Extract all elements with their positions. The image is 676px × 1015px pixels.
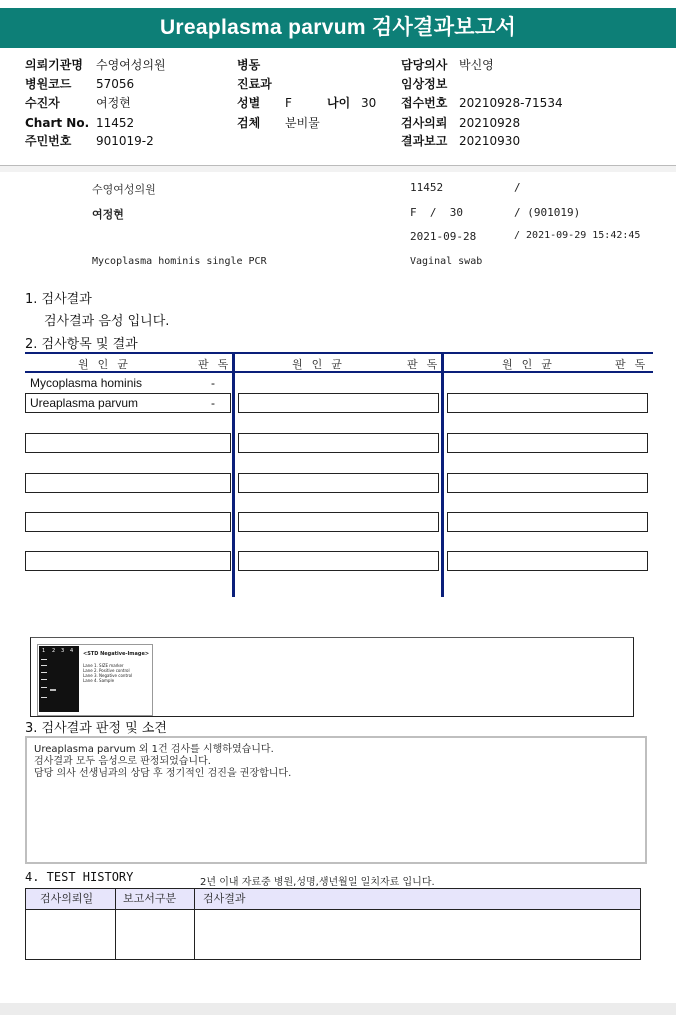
gel-legend-4: Lane 4. Sample [83, 678, 115, 683]
patient-value: 여정현 [96, 96, 131, 110]
request-date-label: 검사의뢰 [401, 116, 448, 130]
section2-title: 2. 검사항목 및 결과 [25, 337, 138, 352]
pi-sex-age: F / 30 [410, 206, 463, 219]
history-divider-2 [194, 889, 195, 959]
history-table [25, 888, 641, 960]
institution-value: 수영여성의원 [96, 58, 166, 72]
specimen-value: 분비물 [285, 116, 320, 130]
report-date-label: 결과보고 [401, 134, 448, 148]
result-cell-6-3 [447, 551, 648, 571]
col3-pathogen-header: 원인균 [502, 358, 561, 371]
result-cell-3-2 [238, 433, 439, 453]
col3-result-header: 판독 [615, 358, 655, 371]
pi-reported-datetime: / 2021-09-29 15:42:45 [514, 230, 641, 241]
footer-strip [0, 1003, 676, 1015]
opinion-box [25, 736, 647, 864]
history-divider-1 [115, 889, 116, 959]
gel-title: <STD Negative-Image> [83, 651, 150, 657]
age-label: 나이 [327, 96, 351, 110]
pi-collected-date: 2021-09-28 [410, 230, 477, 243]
column-divider-1 [232, 352, 235, 597]
result-cell-3-3 [447, 433, 648, 453]
result-cell-6-2 [238, 551, 439, 571]
department-label: 진료과 [237, 77, 272, 91]
pi-test-name: Mycoplasma hominis single PCR [92, 256, 267, 267]
pi-specimen: Vaginal swab [410, 256, 483, 267]
chart-no-label: Chart No. [25, 116, 90, 130]
history-note: 2년 이내 자료중 병원,성명,생년월일 일치자료 입니다. [200, 877, 435, 888]
gel-lane-4: 4 [70, 648, 74, 654]
section1-title: 1. 검사결과 [25, 292, 92, 307]
hospital-code-label: 병원코드 [25, 77, 72, 91]
col1-result-header: 판독 [198, 358, 238, 371]
doctor-label: 담당의사 [401, 58, 448, 72]
gel-legend-2: Lane 2. Positive control [83, 668, 130, 673]
sex-label: 성별 [237, 96, 261, 110]
ward-label: 병동 [237, 58, 261, 72]
col1-pathogen-header: 원인균 [78, 358, 137, 371]
sex-value: F [285, 96, 292, 110]
opinion-line-1: Ureaplasma parvum 외 1건 검사를 시행하였습니다. [34, 744, 274, 755]
hospital-code-value: 57056 [96, 77, 135, 91]
report-date-value: 20210930 [459, 134, 521, 148]
opinion-line-2: 검사결과 모두 음성으로 판정되었습니다. [34, 756, 211, 767]
result-cell-2-2 [238, 393, 439, 413]
gel-image [37, 644, 153, 716]
history-col-result: 검사결과 [203, 892, 246, 905]
table-top-rule [25, 352, 653, 354]
age-value: 30 [361, 96, 377, 110]
section3-title: 3. 검사결과 판정 및 소견 [25, 721, 167, 736]
result-row-2-name: Ureaplasma parvum [30, 396, 139, 410]
report-title: Ureaplasma parvum 검사결과보고서 [0, 8, 676, 48]
gel-photo [39, 646, 79, 712]
header-shadow [0, 166, 676, 172]
pi-clinic: 수영여성의원 [92, 183, 156, 196]
result-cell-5-1 [25, 512, 231, 532]
specimen-label: 검체 [237, 116, 261, 130]
result-cell-4-2 [238, 473, 439, 493]
opinion-line-3: 담당 의사 선생님과의 상담 후 정기적인 검진을 권장합니다. [34, 768, 292, 779]
history-col-request-date: 검사의뢰일 [40, 892, 94, 905]
result-cell-4-3 [447, 473, 648, 493]
section1-result-text: 검사결과 음성 입니다. [44, 314, 170, 329]
resident-no-value: 901019-2 [96, 134, 154, 148]
institution-label: 의뢰기관명 [25, 58, 83, 72]
gel-lane-2: 2 [52, 648, 56, 654]
resident-no-label: 주민번호 [25, 134, 72, 148]
gel-legend-3: Lane 3. Negative control [83, 673, 133, 678]
result-cell-2-3 [447, 393, 648, 413]
gel-image-panel [30, 637, 634, 717]
pi-birth: / (901019) [514, 206, 581, 219]
result-row-2-value: - [211, 396, 215, 410]
chart-no-value: 11452 [96, 116, 135, 130]
result-cell-4-1 [25, 473, 231, 493]
result-cell-5-2 [238, 512, 439, 532]
gel-lane-1: 1 [42, 648, 46, 654]
result-row-1-name: Mycoplasma hominis [30, 376, 143, 390]
result-cell-3-1 [25, 433, 231, 453]
request-date-value: 20210928 [459, 116, 521, 130]
result-cell-5-3 [447, 512, 648, 532]
history-col-report-type: 보고서구분 [123, 892, 177, 905]
col2-pathogen-header: 원인균 [292, 358, 351, 371]
history-table-header [26, 889, 640, 910]
receipt-no-label: 접수번호 [401, 96, 448, 110]
result-cell-6-1 [25, 551, 231, 571]
receipt-no-value: 20210928-71534 [459, 96, 563, 110]
gel-legend-1: Lane 1. SIZE marker [83, 663, 124, 668]
gel-lane-3: 3 [61, 648, 65, 654]
patient-label: 수진자 [25, 96, 60, 110]
pi-name: 여정현 [92, 208, 124, 221]
column-divider-2 [441, 352, 444, 597]
pi-chart-no: 11452 [410, 181, 444, 194]
pi-slash: / [514, 181, 521, 194]
section4-title: 4. TEST HISTORY [25, 870, 134, 884]
doctor-value: 박신영 [459, 58, 494, 72]
result-row-1-value: - [211, 376, 215, 390]
col2-result-header: 판독 [407, 358, 447, 371]
clinical-info-label: 임상정보 [401, 77, 448, 91]
